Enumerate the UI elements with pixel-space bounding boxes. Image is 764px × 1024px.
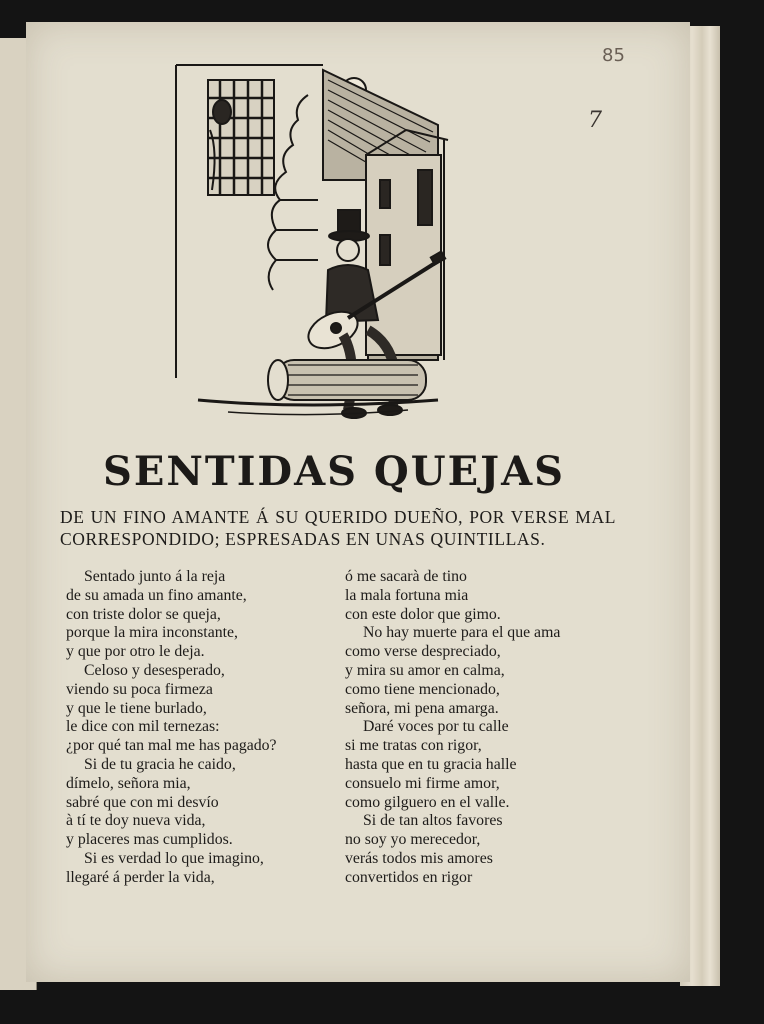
verse-line: ¿por qué tan mal me has pagado?	[66, 737, 277, 755]
page-subtitle: DE UN FINO AMANTE Á SU QUERIDO DUEÑO, POR VERSE MAL CORRESPONDIDO; ESPRESADAS EN UNAS QUINTILLAS.	[60, 507, 616, 549]
verse-line: verás todos mis amores	[345, 849, 493, 867]
verse-line: No hay muerte para el que ama	[363, 624, 561, 642]
verse-line: si me tratas con rigor,	[345, 737, 482, 755]
verse-line: y que le tiene burlado,	[66, 699, 207, 717]
verse-line: Celoso y desesperado,	[84, 661, 225, 679]
verse-line: sabré que con mi desvío	[66, 793, 219, 811]
handwritten-mark: 7	[588, 108, 602, 133]
verse-line: y placeres mas cumplidos.	[66, 831, 233, 849]
verse-line: Daré voces por tu calle	[363, 718, 509, 736]
verse-line: de su amada un fino amante,	[66, 586, 247, 604]
verse-line: porque la mira inconstante,	[66, 624, 238, 642]
verse-line: dímelo, señora mia,	[66, 774, 191, 792]
verse-line: ó me sacarà de tino	[345, 568, 467, 585]
verse-line: como gilguero en el valle.	[345, 793, 510, 811]
verse-line: no soy yo merecedor,	[345, 831, 481, 849]
serenade-woodcut-icon	[168, 60, 458, 435]
verse-line: como tiene mencionado,	[345, 680, 500, 698]
verse-line: consuelo mi firme amor,	[345, 774, 500, 792]
verse-line: le dice con mil ternezas:	[66, 718, 220, 736]
poem-right-column	[345, 568, 615, 888]
verse-line: con este dolor que gimo.	[345, 605, 501, 623]
page-title: SENTIDAS QUEJAS	[102, 448, 565, 495]
poem-left-column	[66, 568, 336, 888]
verse-line: Si es verdad lo que imagino,	[84, 849, 264, 867]
folio-number: 85	[602, 45, 625, 66]
verse-line: Sentado junto á la reja	[84, 568, 226, 585]
verse-line: como verse despreciado,	[345, 643, 501, 661]
verse-line: hasta que en tu gracia halle	[345, 755, 517, 773]
verse-line: à tí te doy nueva vida,	[66, 812, 206, 830]
verse-line: la mala fortuna mia	[345, 586, 469, 604]
verse-line: viendo su poca firmeza	[66, 680, 213, 698]
verse-line: Si de tu gracia he caido,	[84, 755, 236, 773]
verse-line: convertidos en rigor	[345, 868, 473, 886]
verse-line: con triste dolor se queja,	[66, 605, 221, 623]
verse-line: y que por otro le deja.	[66, 643, 205, 661]
verse-line: llegaré á perder la vida,	[66, 868, 215, 886]
verse-line: Si de tan altos favores	[363, 812, 503, 830]
verse-line: señora, mi pena amarga.	[345, 699, 499, 717]
verse-line: y mira su amor en calma,	[345, 661, 505, 679]
